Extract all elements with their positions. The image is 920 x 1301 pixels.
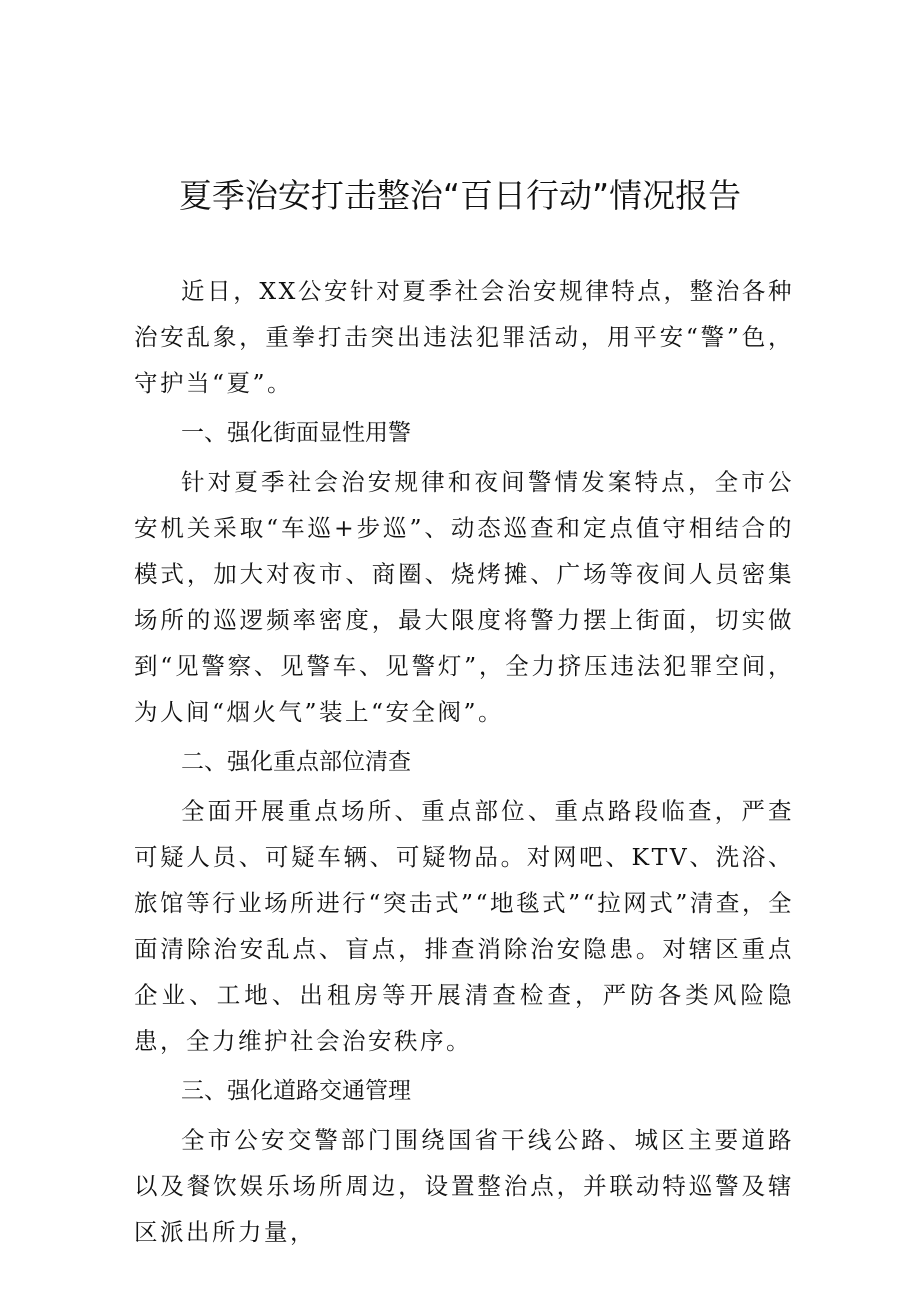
- section-paragraph-2: 全面开展重点场所、重点部位、重点路段临查，严查可疑人员、可疑车辆、可疑物品。对网吧、KTV、洗浴、旅馆等行业场所进行“突击式”“地毯式”“拉网式”清查，全面清除治安乱点、盲点，排查消除治安隐患。对辖区重点企业、工地、出租房等开展清查检查，严防各类风险隐患，全力维护社会治安秩序。: [134, 797, 794, 1055]
- document-title: 夏季治安打击整治“百日行动”情况报告: [178, 176, 742, 215]
- section-paragraph-1: 针对夏季社会治安规律和夜间警情发案特点，全市公安机关采取“车巡+步巡”、动态巡查和定点值守相结合的模式，加大对夜市、商圈、烧烤摊、广场等夜间人员密集场所的巡逻频率密度，最大限度将警力摆上街面，切实做到“见警察、见警车、见警灯”，全力挤压违法犯罪空间，为人间“烟火气”装上“安全阀”。: [134, 468, 794, 726]
- intro-paragraph: 近日，XX公安针对夏季社会治安规律特点，整治各种治安乱象，重拳打击突出违法犯罪活动，用平安“警”色，守护当“夏”。: [134, 277, 794, 397]
- document-body: [134, 268, 794, 1258]
- section-heading-3: 三、强化道路交通管理: [181, 1078, 411, 1104]
- section-paragraph-3: 全市公安交警部门围绕国省干线公路、城区主要道路以及餐饮娱乐场所周边，设置整治点，并联动特巡警及辖区派出所力量，: [134, 1126, 794, 1246]
- section-heading-1: 一、强化街面显性用警: [181, 420, 411, 446]
- section-heading-2: 二、强化重点部位清查: [181, 749, 411, 775]
